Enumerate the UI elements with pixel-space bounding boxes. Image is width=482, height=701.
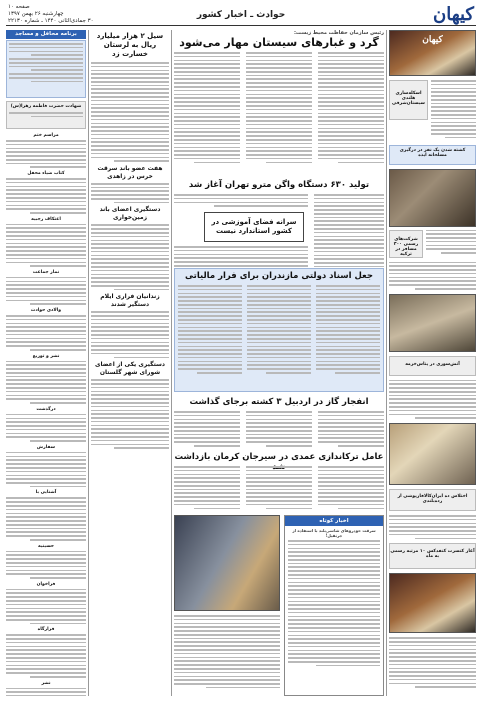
mazandaran-headline: جعل اسناد دولتی مازندران برای فرار مالیاتی <box>185 271 373 281</box>
section-title: حوادث ـ اخبار کشور <box>196 10 286 20</box>
left-text-block <box>6 414 86 442</box>
short-news-sub: سرقت خودروهای شاسی‌بلند با استفاده از جرثقیل! <box>292 528 376 538</box>
banner-image <box>389 30 476 76</box>
education-box <box>204 212 304 242</box>
ardabil-headline: انفجار گاز در اردبیل ۳ کشته برجای گذاشت <box>189 397 369 407</box>
left-heading: سفارش <box>36 444 56 450</box>
teaser-4: آتش‌سوزی در پتاس‌خرمه <box>405 361 460 367</box>
dust-article-col3 <box>174 52 240 165</box>
left-text-block <box>6 688 86 697</box>
fire-photo <box>389 294 476 352</box>
education-box-headline: سرانه فضای آموزشی در کشور استاندارد نیست <box>211 218 297 235</box>
teaser-1: کشته شدن یک نفر در درگیری مسلحانه ایذه <box>399 147 466 158</box>
crowd-photo <box>174 515 280 611</box>
left-heading: والادی حوادث <box>30 307 62 313</box>
short-news-box <box>284 515 384 696</box>
land-grab-headline: دستگیری اعضای باند زمین‌خواری <box>99 206 161 222</box>
short-news-title: اخبار کوتاه <box>285 516 383 526</box>
left-text-block <box>6 224 86 267</box>
left-heading: اعتکاف رجبیه <box>31 216 61 222</box>
left-text-block <box>6 634 86 677</box>
left-text-block <box>6 178 86 214</box>
left-heading: نشر <box>41 680 51 686</box>
workshop-photo <box>389 573 476 633</box>
left-heading: نشر و توزیع <box>32 353 60 359</box>
banner-label: کیهان <box>422 35 443 45</box>
teaser-box-1 <box>389 80 428 120</box>
ad-title: شهادت حضرت فاطمه زهرا(س) <box>10 104 82 109</box>
right-column <box>389 30 476 696</box>
flood-headline: سیل ۲ هزار میلیارد ریال به لرستان خسارت زد <box>96 32 164 58</box>
dust-headline: گرد و غبارهای سیستان مهار می‌شود <box>179 36 379 49</box>
ilam-prisoners-headline: زندانیان فراری ایلام دستگیر شدند <box>100 293 160 309</box>
teaser-box-ize <box>389 145 476 165</box>
left-text-block <box>6 551 86 579</box>
teaser-6: آغاز کنسرت کنفدکس ۱۰ مرتبه رسمی به ماه <box>390 549 475 560</box>
left-text-block <box>6 589 86 625</box>
left-text-block <box>6 361 86 404</box>
metro-headline <box>174 180 384 190</box>
golestan-council-headline: دستگیری یکی از اعضای شورای شهر گلستان <box>94 361 165 377</box>
left-heading: کتاب ضیاء محفل <box>27 171 65 177</box>
teaser-box-5 <box>389 543 476 569</box>
logo: کیهان <box>432 4 474 25</box>
teaser-3: شرکت‌های رسمی ۳۰۰ مسافر در ترکیه <box>393 236 419 257</box>
mazandaran-box <box>174 268 384 392</box>
left-heading: حسینیه <box>37 543 55 549</box>
left-heading: درگذشت <box>36 406 56 412</box>
teaser-box-3 <box>389 356 476 376</box>
left-heading: فراخوان <box>36 581 56 587</box>
left-text-block <box>6 277 86 305</box>
left-heading: آشنایی با <box>35 490 57 496</box>
teaser-box-2 <box>389 230 423 258</box>
left-heading: مراسم ختم <box>33 133 59 138</box>
teaser-2: اسکله‌سازی هلندی سیستان‌شرقی <box>392 91 425 106</box>
issue-line: ۳۰ جمادی‌الثانی ۱۴۴۰ ـ شماره ۲۲۱۳۰ <box>8 18 94 24</box>
dust-article-col2 <box>246 52 312 165</box>
left-column <box>6 30 86 696</box>
masthead <box>6 4 476 26</box>
column-two <box>91 30 169 696</box>
date-line: چهارشنبه ۲۶ بهمن ۱۳۹۷ <box>8 11 64 17</box>
left-text-block <box>6 452 86 488</box>
page-number: صفحه ۱۰ <box>8 4 30 10</box>
programs-box <box>6 40 86 98</box>
teaser-5: اختلاس ده ایران‌کالا‌فازپوشی از رده‌بلندی <box>397 493 468 504</box>
book-photo <box>389 169 476 227</box>
kerman-headline: عامل ترکاندازی عمدی در سیرجان کرمان بازداشت <box>174 452 384 462</box>
box-title: برنامه محافل و مساجد <box>6 30 86 39</box>
left-heading: نماز جماعت <box>32 269 60 275</box>
left-text-block <box>6 315 86 351</box>
metro-article-col2 <box>174 194 308 209</box>
issue-meta <box>8 4 94 25</box>
top-subhead: رئیس سازمان حفاظت محیط زیست: <box>293 30 384 36</box>
left-text-block <box>6 140 86 168</box>
left-column-list <box>6 133 86 696</box>
left-text-block <box>6 497 86 540</box>
condolence-ad <box>6 101 86 129</box>
main-area <box>174 30 384 696</box>
teaser-box-4 <box>389 489 476 511</box>
dust-article-col1 <box>318 52 384 165</box>
event-photo <box>389 423 476 485</box>
metro-headline-text: تولید ۶۳۰ دستگاه واگن مترو تهران آغاز شد <box>188 180 370 190</box>
left-heading: قرارگاه <box>37 627 55 633</box>
bear-theft-headline: هفت عضو باند سرقت خرس در زاهدی <box>97 164 163 180</box>
